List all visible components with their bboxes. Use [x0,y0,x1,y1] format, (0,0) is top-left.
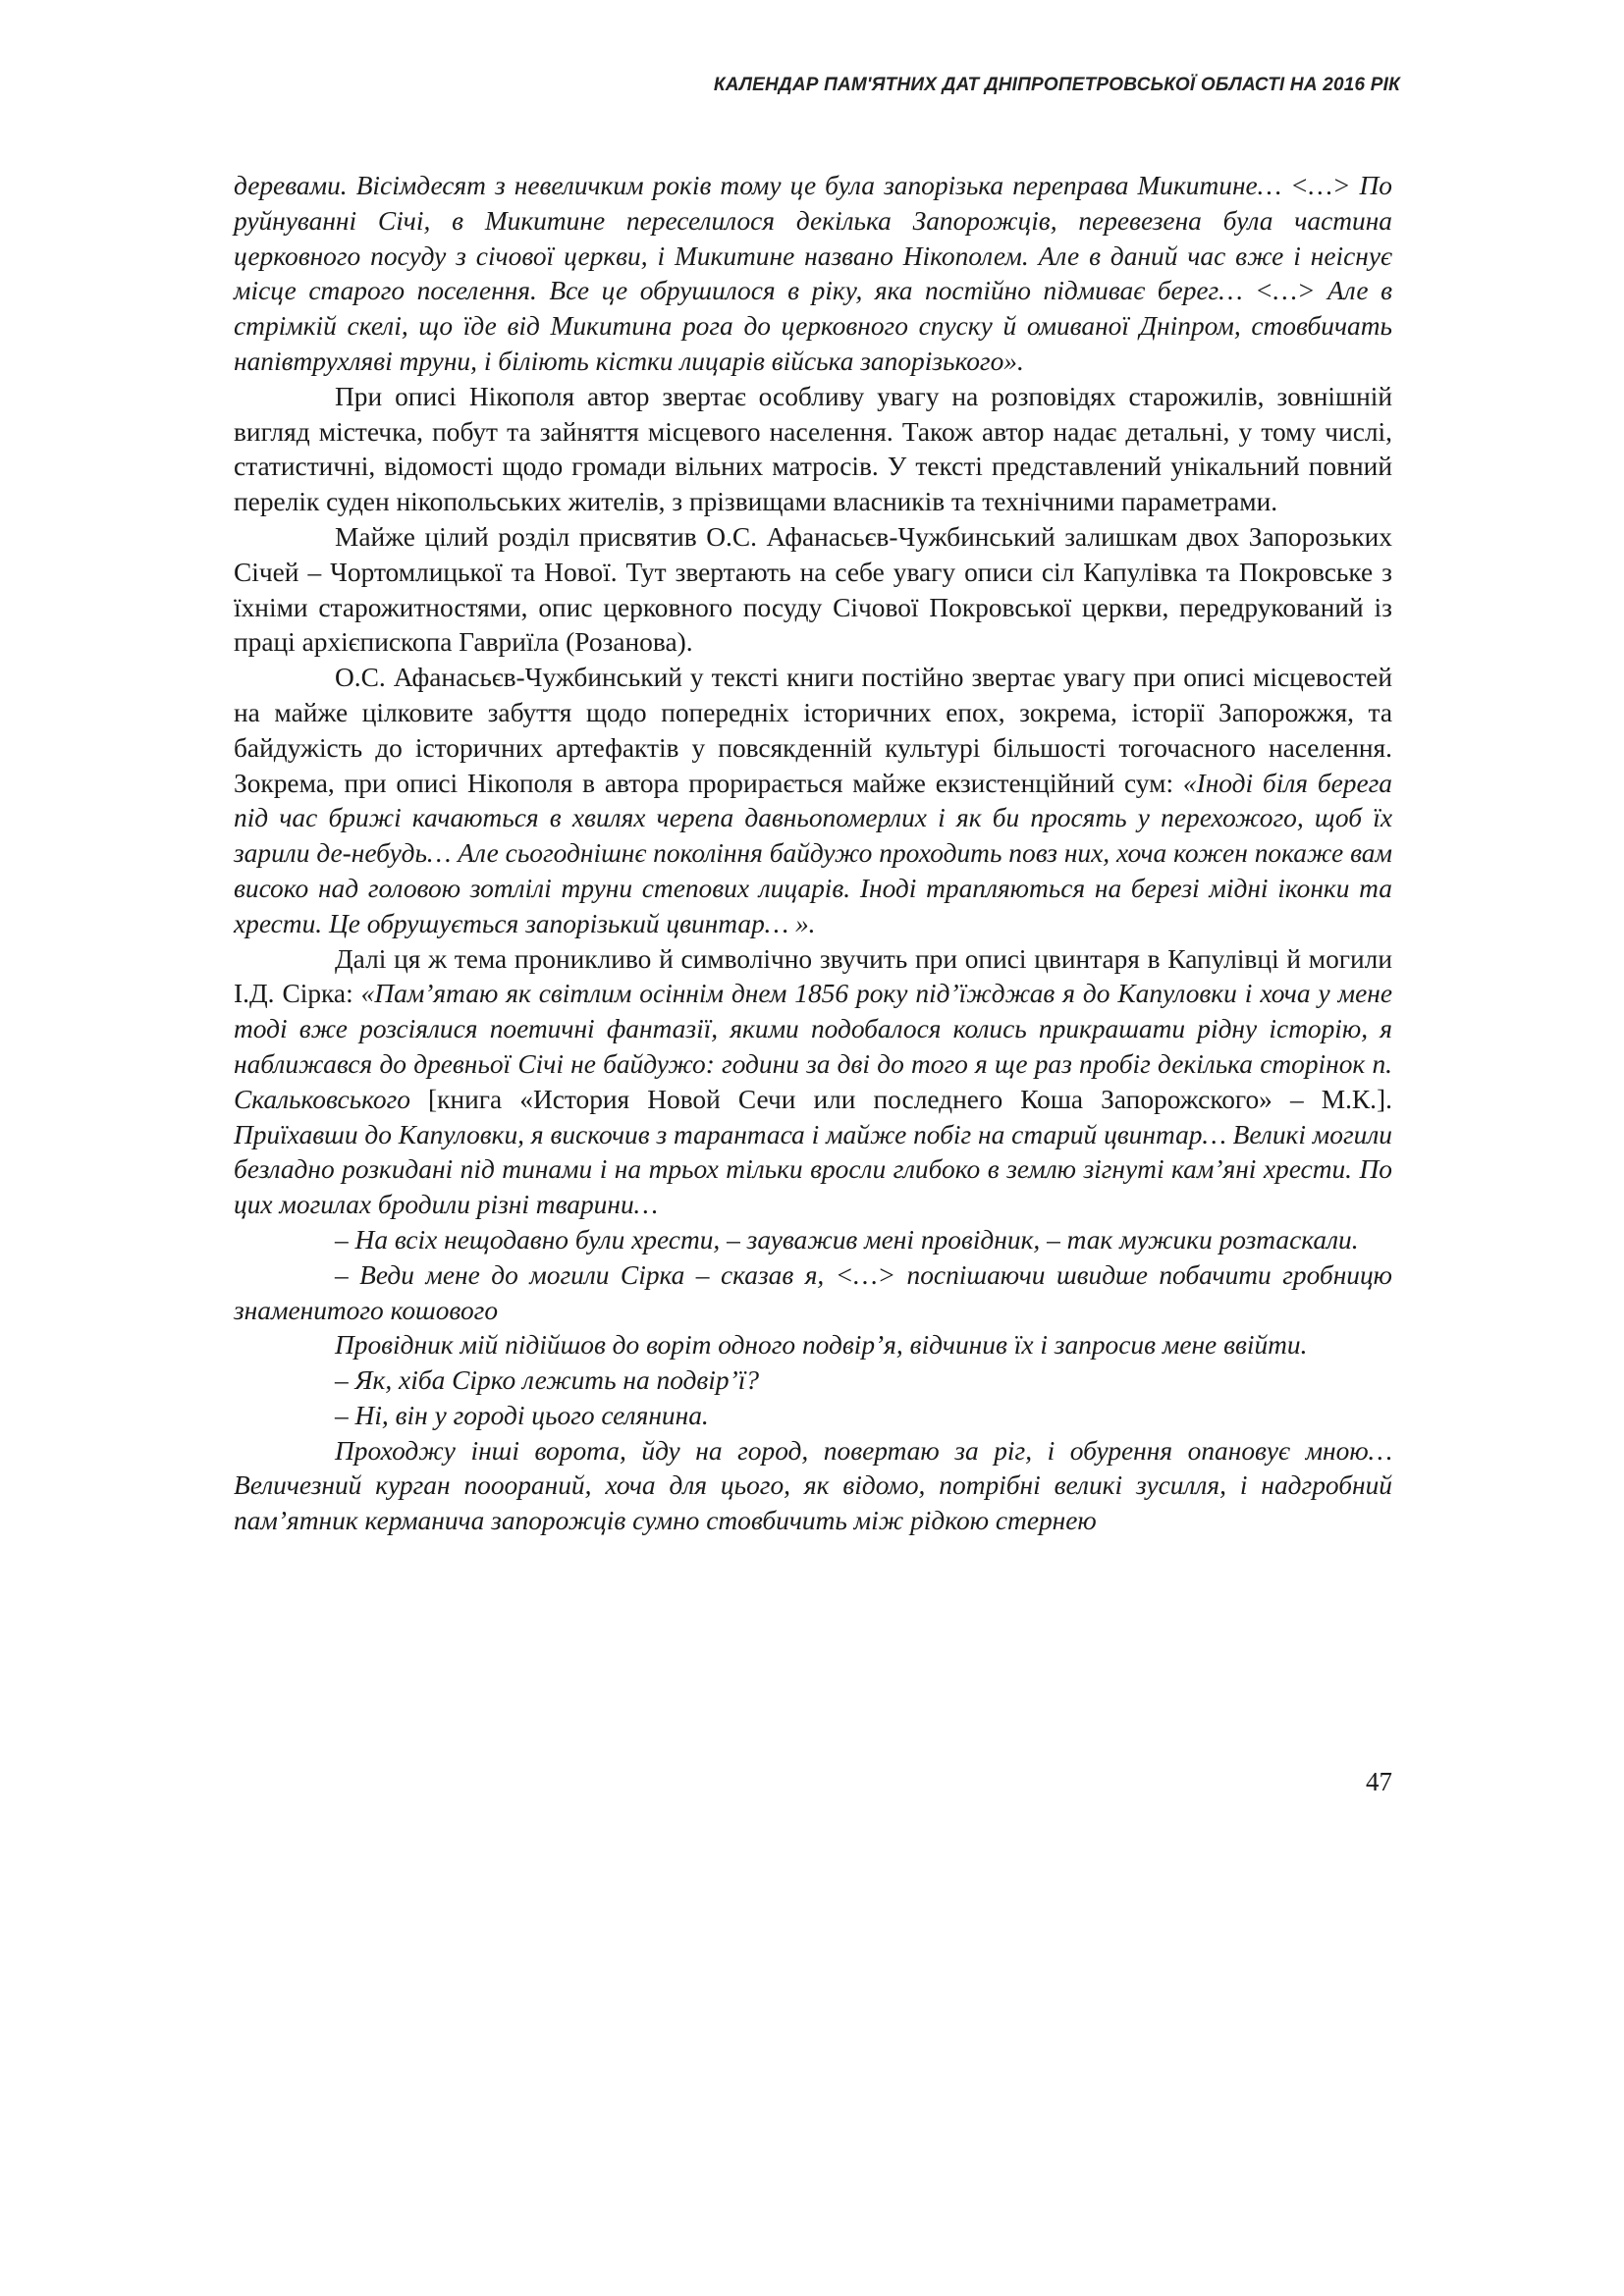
paragraph [234,520,1392,661]
paragraph [234,1434,1392,1539]
body-sentence: Далі ця ж тема проникливо й символічно звучить при описі цвинтаря в Капулівці й могили І.Д. Сірка: [234,943,1392,1009]
italic-quote-text: – Веди мене до могили Сірка – сказав я, <…> поспішаючи швидше побачити гробницю знаменитого кошового [234,1259,1392,1325]
italic-quote-text: Провідник мій підійшов до воріт одного подвір’я, відчинив їх і запросив мене ввійти. [335,1330,1308,1361]
body-sentence: Майже цілий розділ присвятив О.С. Афанасьєв-Чужбинський залишкам двох Запорозьких Січей – Чортомлицької та Нової. Тут звертають на себе увагу описи сіл Капулівка та Покровське з їхніми старожитностями, опис церковного посуду Січової Покровської церкви, передрукований із праці архієпископа Гавриїла (Розанова). [234,521,1392,658]
italic-quote-text: Проходжу інші ворота, йду на город, повертаю за ріг, і обурення опановує мною… Величезний курган пооораний, хоча для цього, як відомо, потрібні великі зусилля, і надгробний пам’ятник керманича запорожців сумно стовбичить між рідкою стернею [234,1435,1392,1536]
italic-quote-text: – На всіх нещодавно були хрести, – зауважив мені провідник, – так мужики розтаскали. [335,1224,1359,1255]
body-sentence: О.С. Афанасьєв-Чужбинський у тексті книги постійно звертає увагу при описі місцевостей на майже цілковите забуття щодо попередніх історичних епох, зокрема, історії Запорожжя, та байдужість до історичних артефактів у повсякденній культурі більшості тогочасного населення. Зокрема, при описі Нікополя в автора прорирається майже екзистенційний сум: [234,663,1392,798]
italic-quote-text: – Як, хіба Сірко лежить на подвір’ї? [335,1365,760,1396]
italic-quote-text: деревами. Вісімдесят з невеличким років тому це була запорізька переправа Микитине… <…> По руйнуванні Січі, в Микитине переселилося декілька Запорожців, перевезена була частина церковного посуду з січової церкви, і Микитине названо Нікополем. Але в даний час вже і неіснує місце старого поселення. Все це обрушилося в ріку, яка постійно підмиває берег… <…> Але в стрімкій скелі, що їде від Микитина рога до церковного спуску й омиваної Дніпром, стовбичать напівтрухляві труни, і біліють кістки лицарів війська запорізького». [234,171,1392,376]
body-sentence: При описі Нікополя автор звертає особливу увагу на розповідях старожилів, зовнішній вигляд містечка, побут та зайняття місцевого населення. Також автор надає детальні, у тому числі, статистичні, відомості щодо громади вільних матросів. У тексті представлений унікальний повний перелік суден нікопольських жителів, з прізвищами власників та технічними параметрами. [234,381,1392,517]
italic-quote-text: «Іноді біля берега під час брижі качаються в хвилях черепа давньопомерлих і як би просять у перехожого, щоб їх зарили де-небудь… Але сьогоднішнє покоління байдужо проходить повз них, хоча кожен покаже вам високо над головою зотлілі труни степових лицарів. Іноді трапляються на березі мідні іконки та хрести. Це обрушується запорізький цвинтар… ». [234,768,1392,938]
italic-quote-text: Приїхавши до Капуловки, я вискочив з тарантаса і майже побіг на старий цвинтар… Великі могили безладно розкидані під тинами і на трьох тільки вросли глибоко в землю зігнуті кам’яні хрести. По цих могилах бродили різні тварини… [234,1119,1392,1220]
paragraph [234,1328,1392,1363]
paragraph [234,942,1392,1223]
paragraph [234,169,1392,380]
running-header: КАЛЕНДАР ПАМ'ЯТНИХ ДАТ ДНІПРОПЕТРОВСЬКОЇ ОБЛАСТІ НА 2016 РІК [713,75,1400,95]
page-number: 47 [1366,1767,1392,1796]
italic-quote-text: – Ні, він у городі цього селянина. [335,1400,709,1430]
body-text [234,169,1392,1539]
paragraph [234,1223,1392,1258]
body-sentence: [книга «История Новой Сечи или последнего Коша Запорожского» – М.К.]. [428,1084,1392,1114]
paragraph [234,1258,1392,1329]
paragraph [234,661,1392,941]
paragraph [234,1399,1392,1434]
paragraph [234,1363,1392,1399]
italic-quote-text: «Пам’ятаю як світлим осіннім днем 1856 року під’їжджав я до Капуловки і хоча у мене тоді вже розсіялися поетичні фантазії, якими подобалося колись прикрашати рідну історію, я наближався до древньої Січі не байдужо: години за дві до того я ще раз пробіг декілька сторінок п. Скальковського [234,979,1392,1114]
paragraph [234,380,1392,520]
